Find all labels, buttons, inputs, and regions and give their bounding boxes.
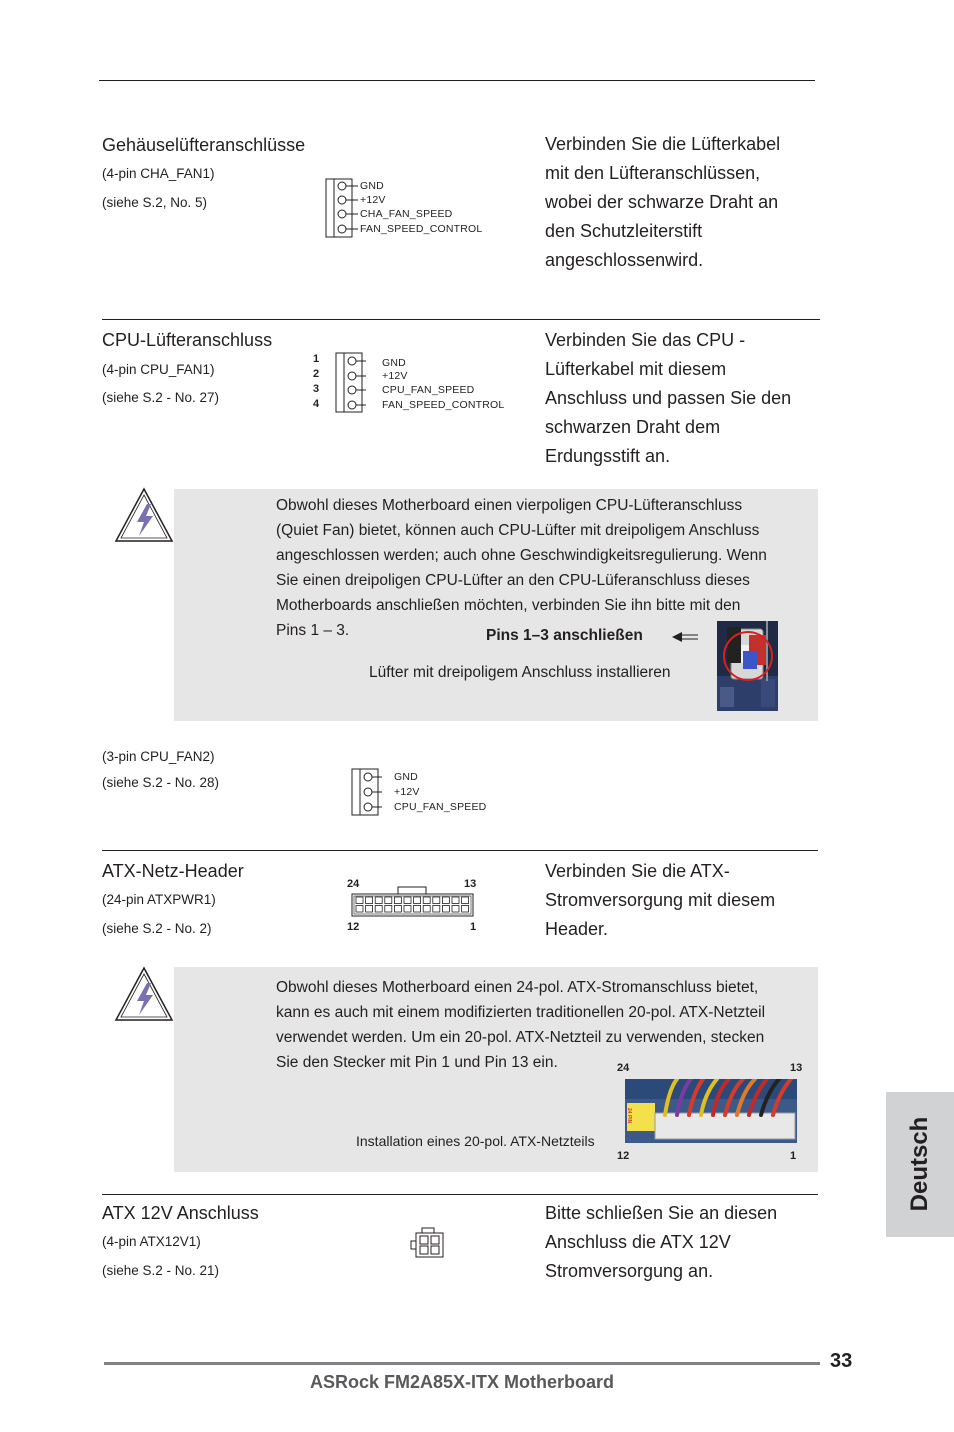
- page-number: 33: [830, 1350, 853, 1372]
- atx-photo-label-1: 1: [790, 1150, 797, 1162]
- cpu-fan-pin-number-3: 3: [313, 383, 320, 395]
- cpu-fan2-ref: (siehe S.2 - No. 28): [102, 775, 220, 790]
- atx-label-24: 24: [347, 878, 360, 890]
- fan-installation-photo: [717, 621, 778, 711]
- atx-label-1: 1: [470, 921, 477, 933]
- cha-fan-description: Verbinden Sie die Lüfterkabel mit den Lüfteranschlüssen, wobei der schwarze Draht an den Schutzleiterstift angeschlossenwird.: [545, 134, 781, 270]
- atx12v-spec: (4-pin ATX12V1): [102, 1234, 201, 1249]
- cpu-fan-description: Verbinden Sie das CPU - Lüfterkabel mit diesem Anschluss und passen Sie den schwarzen Draht dem Erdungsstift an.: [545, 330, 792, 466]
- cpu-fan2-pin-3: CPU_FAN_SPEED: [394, 801, 487, 813]
- cpu-fan-pin-2: +12V: [382, 370, 408, 382]
- cpu-fan-ref: (siehe S.2 - No. 27): [102, 390, 220, 405]
- cpu-fan2-pin-2: +12V: [394, 786, 420, 798]
- cpu-fan-note-text: Obwohl dieses Motherboard einen vierpoligen CPU-Lüfteranschluss (Quiet Fan) bietet, können auch CPU-Lüfter mit dreipoligem Anschluss angeschlossen werden; auch ohne Geschwindigkeitsregulierung. Wenn Sie einen dreipoligen CPU-Lüfter an den CPU-Lüferanschluss dieses Motherboards anschließen möchten, verbinden Sie ihn bitte mit den Pins 1 – 3.: [276, 497, 767, 639]
- cpu-fan-pin-3: CPU_FAN_SPEED: [382, 384, 475, 396]
- cpu-fan-pin-number-4: 4: [313, 398, 320, 410]
- cpu-fan-spec: (4-pin CPU_FAN1): [102, 362, 215, 377]
- atx-power-spec: (24-pin ATXPWR1): [102, 892, 216, 907]
- cpu-fan-pin-number-2: 2: [313, 368, 320, 380]
- warning-triangle-icon: [113, 486, 175, 544]
- atx-photo-label-24: 24: [617, 1062, 630, 1074]
- cha-fan-title: Gehäuselüfteranschlüsse: [102, 135, 306, 155]
- cha-fan-pin-3: CHA_FAN_SPEED: [360, 208, 453, 220]
- cha-fan-ref: (siehe S.2, No. 5): [102, 195, 208, 210]
- atx-power-ref: (siehe S.2 - No. 2): [102, 921, 212, 936]
- cpu-fan-pin-1: GND: [382, 357, 406, 369]
- cha-fan-pin-2: +12V: [360, 194, 386, 206]
- arrow-left-icon: [670, 630, 700, 644]
- atx-power-description: Verbinden Sie die ATX- Stromversorgung mit diesem Header.: [545, 861, 776, 939]
- atx-photo-label-13: 13: [790, 1062, 803, 1074]
- atx-note-text: Obwohl dieses Motherboard einen 24-pol. ATX-Stromanschluss bietet, kann es auch mit einem modifizierten traditionellen 20-pol. ATX-Netzteil verwendet werden. Um ein 20-pol. ATX-Netzteil zu verwenden, stecken Sie den Stecker mit Pin 1 und Pin 13 ein.: [276, 979, 766, 1071]
- footer-rule: [104, 1362, 820, 1365]
- cha-fan-spec: (4-pin CHA_FAN1): [102, 166, 215, 181]
- footer-product-name: ASRock FM2A85X-ITX Motherboard: [310, 1372, 615, 1392]
- cpu-fan-note-caption: Lüfter mit dreipoligem Anschluss installieren: [369, 664, 671, 681]
- atx12v-connector-diagram: [410, 1227, 446, 1259]
- language-tab-label: Deutsch: [906, 1116, 933, 1212]
- language-side-tab: [886, 1092, 954, 1237]
- atx-photo-pin-label: 24 PIN: [626, 1108, 632, 1124]
- atx-note-caption: Installation eines 20-pol. ATX-Netzteils: [356, 1133, 595, 1149]
- cha-fan-pin-1: GND: [360, 180, 384, 192]
- cpu-fan-title: CPU-Lüfteranschluss: [102, 330, 273, 350]
- cpu-fan-pin-4: FAN_SPEED_CONTROL: [382, 399, 505, 411]
- cpu-fan2-connector-diagram: [348, 766, 396, 818]
- atx-installation-photo: [625, 1079, 797, 1143]
- top-rule: [99, 80, 815, 81]
- warning-triangle-icon: [113, 965, 175, 1023]
- atx12v-description: Bitte schließen Sie an diesen Anschluss die ATX 12V Stromversorgung an.: [545, 1203, 778, 1281]
- cpu-fan2-pin-1: GND: [394, 771, 418, 783]
- divider-1: [102, 319, 820, 320]
- cha-fan-pin-4: FAN_SPEED_CONTROL: [360, 223, 483, 235]
- atx-power-title: ATX-Netz-Header: [102, 861, 244, 881]
- atx-label-12: 12: [347, 921, 360, 933]
- atx12v-ref: (siehe S.2 - No. 21): [102, 1263, 220, 1278]
- cpu-fan-pin-number-1: 1: [313, 353, 320, 365]
- divider-3: [102, 1194, 818, 1195]
- cpu-fan-connector-diagram: [332, 351, 382, 415]
- atx-24pin-connector-diagram: [350, 886, 476, 918]
- pins-label: Pins 1–3 anschließen: [486, 627, 643, 644]
- cpu-fan2-spec: (3-pin CPU_FAN2): [102, 749, 215, 764]
- atx12v-title: ATX 12V Anschluss: [102, 1203, 259, 1223]
- divider-2: [102, 850, 818, 851]
- atx-label-13: 13: [464, 878, 477, 890]
- atx-photo-label-12: 12: [617, 1150, 630, 1162]
